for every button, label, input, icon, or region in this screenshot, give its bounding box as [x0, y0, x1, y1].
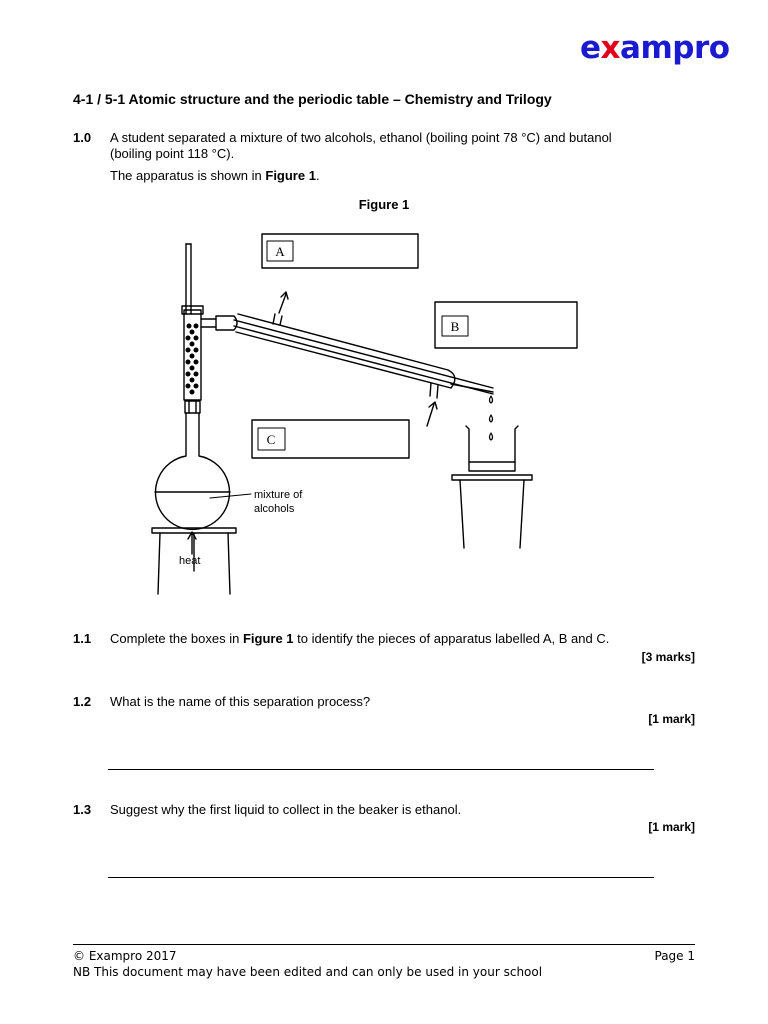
answer-line-1-2[interactable]: [108, 769, 654, 770]
footer-note: NB This document may have been edited and can only be used in your school: [73, 965, 543, 979]
intro-text: [110, 130, 612, 162]
label-a-text: A: [275, 244, 285, 259]
mixture-pointer-line: [210, 494, 251, 498]
label-box-c[interactable]: [252, 420, 409, 458]
question-number-1-0: 1.0: [73, 130, 92, 145]
fractionating-column: [182, 306, 216, 400]
logo-text-ampro: ampro: [620, 30, 730, 66]
apparatus-suffix: .: [315, 168, 320, 183]
question-1-3-marks: [1 mark]: [648, 820, 695, 834]
question-1-1-figure-ref: Figure 1: [242, 631, 294, 646]
answer-line-1-3[interactable]: [108, 877, 654, 878]
question-1-3-text: Suggest why the first liquid to collect in the beaker is ethanol.: [110, 802, 462, 817]
droplets: [490, 396, 493, 440]
mixture-label-line-2: alcohols: [254, 503, 295, 515]
question-1-1-marks: [3 marks]: [641, 650, 695, 664]
heat-arrow: [188, 532, 196, 554]
label-c-text: C: [266, 432, 276, 447]
question-1-2-marks: [1 mark]: [648, 712, 695, 726]
label-box-a[interactable]: [262, 234, 418, 268]
question-number-1-2: 1.2: [73, 694, 92, 709]
apparatus-prefix: The apparatus is shown in: [110, 168, 266, 183]
footer-copyright: © Exampro 2017: [73, 949, 177, 963]
question-1-1-prefix: Complete the boxes in: [110, 631, 243, 646]
beaker-tripod: [452, 475, 532, 548]
logo-text-e: e: [580, 30, 601, 66]
question-number-1-3: 1.3: [73, 802, 92, 817]
apparatus-sentence: [110, 168, 320, 184]
logo-text-x: x: [600, 30, 621, 66]
label-b-text: B: [450, 319, 460, 334]
page-title: 4-1 / 5-1 Atomic structure and the periodic table – Chemistry and Trilogy: [73, 91, 552, 107]
distillation-apparatus-figure: [148, 226, 598, 598]
question-1-1-text: [110, 631, 609, 647]
question-1-1-suffix: to identify the pieces of apparatus labelled A, B and C.: [293, 631, 610, 646]
beaker: [466, 426, 518, 471]
figure-caption: Figure 1: [358, 197, 410, 212]
footer-divider: [73, 944, 695, 945]
water-out-arrow: [279, 292, 288, 313]
intro-line-2: (boiling point 118 °C).: [110, 146, 235, 161]
heat-label: heat: [179, 555, 201, 567]
question-1-2-text: What is the name of this separation process?: [110, 694, 371, 709]
question-number-1-1: 1.1: [73, 631, 92, 646]
round-bottom-flask: [155, 413, 230, 529]
footer-page-number: Page 1: [654, 949, 695, 963]
thermometer: [186, 244, 191, 314]
intro-line-1: A student separated a mixture of two alcohols, ethanol (boiling point 78 °C) and butanol: [110, 130, 612, 145]
flask-stopper: [185, 401, 200, 413]
water-in-arrow: [427, 402, 437, 426]
mixture-label-line-1: mixture of: [254, 489, 303, 501]
exampro-logo: [580, 30, 730, 66]
apparatus-figure-ref: Figure 1: [265, 168, 316, 183]
